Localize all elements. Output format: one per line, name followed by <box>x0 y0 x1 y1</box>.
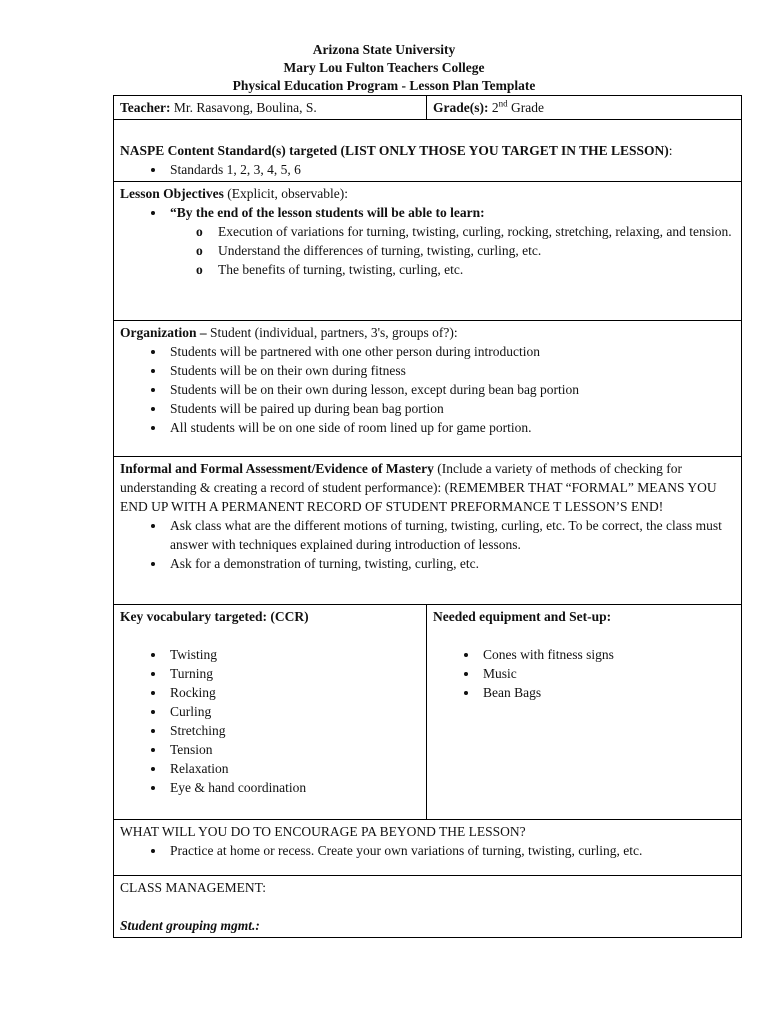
grade-value-suffix-sup: nd <box>498 98 508 109</box>
grade-cell <box>427 96 742 120</box>
vocab-equipment-row <box>114 605 742 820</box>
objectives-row <box>114 182 742 321</box>
management-heading: CLASS MANAGEMENT: <box>120 880 266 895</box>
assessment-heading-bold: Informal and Formal Assessment/Evidence of Mastery <box>120 461 434 476</box>
organization-cell <box>114 321 742 457</box>
list-item: • Stretching <box>166 721 421 740</box>
objectives-cell <box>114 182 742 321</box>
list-item: • Students will be on their own during fitness <box>166 361 736 380</box>
list-item: • Curling <box>166 702 421 721</box>
organization-list <box>120 342 736 437</box>
list-item: • Turning <box>166 664 421 683</box>
list-item: • Cones with fitness signs <box>479 645 736 664</box>
list-item: • Students will be partnered with one other person during introduction <box>166 342 736 361</box>
university-name: Arizona State University <box>312 42 456 57</box>
encourage-heading: WHAT WILL YOU DO TO ENCOURAGE PA BEYOND THE LESSON? <box>120 824 526 839</box>
assessment-heading <box>120 459 736 516</box>
document-header <box>0 41 768 95</box>
objectives-heading-rest: (Explicit, observable): <box>223 186 348 201</box>
lesson-plan-table <box>113 95 742 938</box>
organization-row <box>114 321 742 457</box>
list-item: • Standards 1, 2, 3, 4, 5, 6 <box>166 160 736 179</box>
objectives-lead <box>166 203 736 279</box>
encourage-list <box>120 841 736 860</box>
list-item: • Eye & hand coordination <box>166 778 421 797</box>
grade-label: Grade(s): <box>433 100 489 115</box>
standards-heading <box>120 141 736 160</box>
list-item: • Rocking <box>166 683 421 702</box>
list-item: • All students will be on one side of room lined up for game portion. <box>166 418 736 437</box>
list-item: • Relaxation <box>166 759 421 778</box>
organization-heading-rest: Student (individual, partners, 3's, groups of?): <box>206 325 458 340</box>
list-item: o Understand the differences of turning, twisting, curling, etc. <box>218 241 736 260</box>
equipment-cell <box>427 605 742 820</box>
objectives-list <box>120 203 736 279</box>
list-item: o Execution of variations for turning, twisting, curling, rocking, stretching, relaxing, and tension. <box>218 222 736 241</box>
standards-heading-bold: NASPE Content Standard(s) targeted (LIST ONLY THOSE YOU TARGET IN THE LESSON) <box>120 143 669 158</box>
list-item: • Students will be paired up during bean bag portion <box>166 399 736 418</box>
list-item: • Twisting <box>166 645 421 664</box>
document-title: Physical Education Program - Lesson Plan Template <box>232 78 536 93</box>
vocabulary-cell <box>114 605 427 820</box>
management-cell <box>114 876 742 938</box>
teacher-value: Mr. Rasavong, Boulina, S. <box>170 100 317 115</box>
teacher-grade-row <box>114 96 742 120</box>
assessment-heading-rest: (Include a variety of methods of checking for understanding & creating a record of student performance): (REMEMBER THAT “FORMAL” MEANS YOU END UP WITH A PERMANENT RECORD OF STUDENT PREFORMANCE T LESSON’S END! <box>120 461 717 514</box>
vocabulary-list <box>120 645 421 797</box>
list-item: • Bean Bags <box>479 683 736 702</box>
standards-heading-rest: : <box>668 143 673 158</box>
teacher-cell <box>114 96 427 120</box>
standards-list <box>120 160 736 179</box>
list-item: • Tension <box>166 740 421 759</box>
standards-row <box>114 120 742 182</box>
encourage-row <box>114 820 742 876</box>
list-item: o The benefits of turning, twisting, curling, etc. <box>218 260 736 279</box>
student-grouping-label: Student grouping mgmt.: <box>120 918 260 933</box>
objectives-sublist <box>170 222 736 279</box>
standards-cell <box>114 120 742 182</box>
equipment-heading: Needed equipment and Set-up: <box>433 609 612 624</box>
encourage-cell <box>114 820 742 876</box>
teacher-label: Teacher: <box>120 100 171 115</box>
objectives-lead-text: “By the end of the lesson students will be able to learn: <box>170 205 485 220</box>
organization-heading <box>120 323 736 342</box>
list-item: • Practice at home or recess. Create your own variations of turning, twisting, curling, etc. <box>166 841 736 860</box>
list-item: • Students will be on their own during lesson, except during bean bag portion <box>166 380 736 399</box>
objectives-heading-bold: Lesson Objectives <box>120 186 224 201</box>
organization-heading-bold: Organization – <box>120 325 207 340</box>
vocabulary-heading: Key vocabulary targeted: (CCR) <box>120 609 309 624</box>
list-item: • Ask for a demonstration of turning, twisting, curling, etc. <box>166 554 736 573</box>
grade-value-text: Grade <box>507 100 544 115</box>
assessment-cell <box>114 457 742 605</box>
management-row <box>114 876 742 938</box>
objectives-heading <box>120 184 736 203</box>
grade-value-number: 2 <box>488 100 499 115</box>
list-item: • Ask class what are the different motions of turning, twisting, curling, etc. To be correct, the class must answer with techniques explained during introduction of lessons. <box>166 516 736 554</box>
equipment-list <box>433 645 736 702</box>
list-item: • Music <box>479 664 736 683</box>
assessment-list <box>120 516 736 573</box>
college-name: Mary Lou Fulton Teachers College <box>283 60 485 75</box>
assessment-row <box>114 457 742 605</box>
